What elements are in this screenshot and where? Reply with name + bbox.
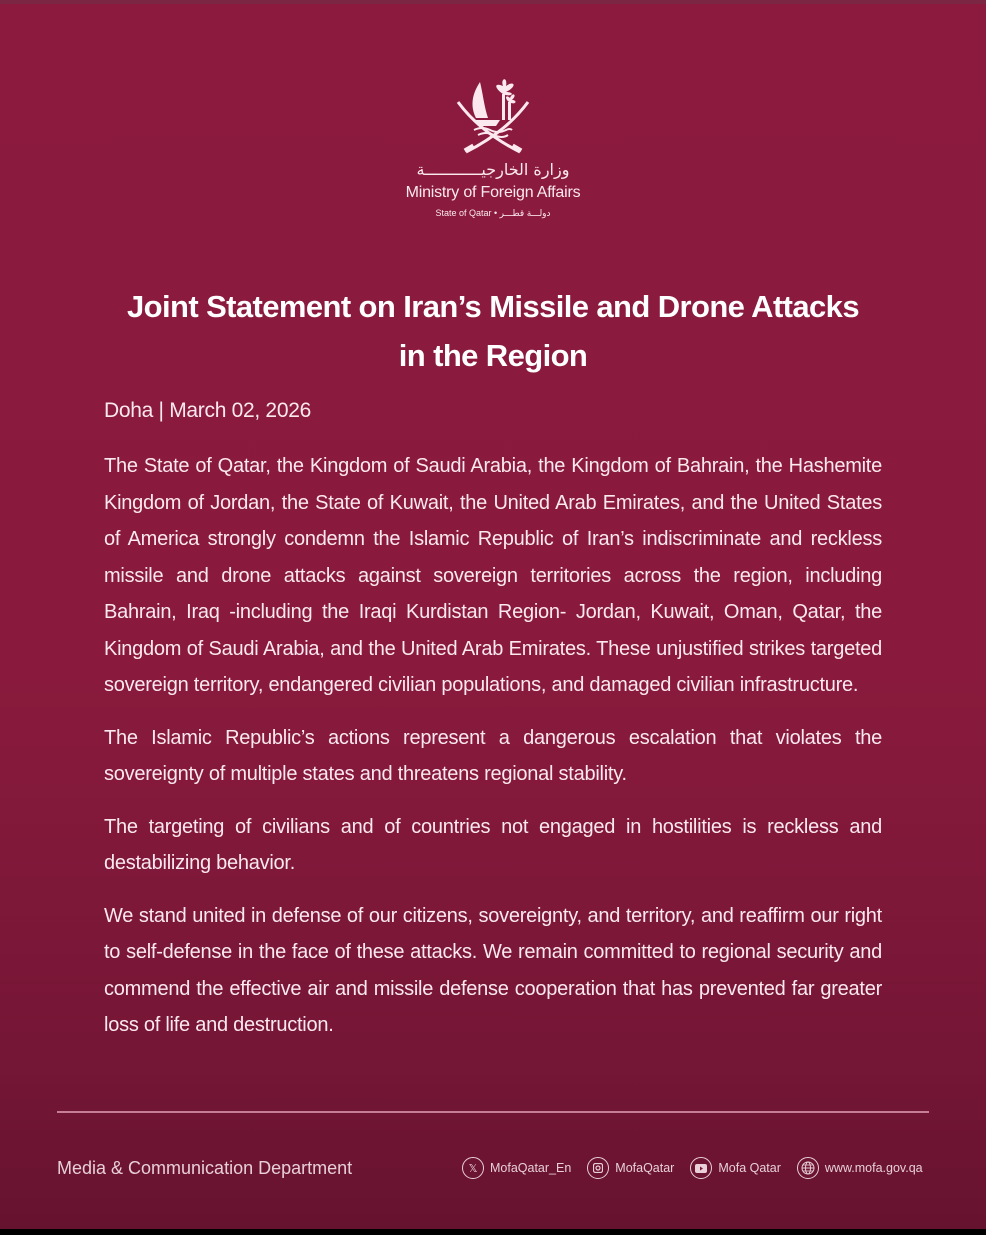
state-of-qatar-line: State of Qatar • دولـــة قطـــر bbox=[435, 208, 551, 218]
statement-title bbox=[60, 282, 926, 380]
instagram-icon bbox=[587, 1157, 609, 1179]
globe-icon bbox=[797, 1157, 819, 1179]
social-links bbox=[462, 1157, 923, 1179]
paragraph: The targeting of civilians and of countries not engaged in hostilities is reckless and destabilizing behavior. bbox=[104, 815, 882, 874]
dateline: Doha | March 02, 2026 bbox=[104, 399, 311, 422]
paragraph: We stand united in defense of our citizens, sovereignty, and territory, and reaffirm our right to self-defense in the face of these attacks. We remain committed to regional security and commend the effective air and missile defense cooperation that has prevented far greater loss of life and destruction. bbox=[104, 904, 882, 1036]
social-label: MofaQatar_En bbox=[490, 1161, 572, 1175]
department-name: Media & Communication Department bbox=[57, 1158, 353, 1178]
social-label: Mofa Qatar bbox=[718, 1161, 781, 1175]
top-edge bbox=[0, 0, 986, 4]
social-website-link[interactable] bbox=[797, 1157, 923, 1179]
statement-body bbox=[104, 448, 882, 1060]
social-x-link[interactable] bbox=[462, 1157, 571, 1179]
x-icon: 𝕏 bbox=[462, 1157, 484, 1179]
youtube-icon bbox=[690, 1157, 712, 1179]
social-instagram-link[interactable] bbox=[587, 1157, 674, 1179]
ministry-english-name: Ministry of Foreign Affairs bbox=[405, 184, 581, 201]
footer-divider bbox=[57, 1111, 929, 1113]
title-line-2: in the Region bbox=[398, 338, 588, 373]
ministry-arabic-name: وزارة الخارجيــــــــــــة bbox=[416, 160, 570, 179]
social-label: www.mofa.gov.qa bbox=[824, 1161, 923, 1175]
social-label: MofaQatar bbox=[615, 1161, 675, 1175]
paragraph: The Islamic Republic’s actions represent a dangerous escalation that violates the sovereignty of multiple states and threatens regional stability. bbox=[104, 726, 882, 785]
paragraph: The State of Qatar, the Kingdom of Saudi Arabia, the Kingdom of Bahrain, the Hashemite Kingdom of Jordan, the State of Kuwait, the United Arab Emirates, and the United States of America strongly condemn the Islamic Republic of Iran’s indiscriminate and reckless missile and drone attacks against sovereign territories across the region, including Bahrain, Iraq -including the Iraqi Kurdistan Region- Jordan, Kuwait, Oman, Qatar, the Kingdom of Saudi Arabia, and the United Arab Emirates. These unjustified strikes targeted sovereign territory, endangered civilian populations, and damaged civilian infrastructure. bbox=[104, 455, 882, 696]
social-youtube-link[interactable] bbox=[690, 1157, 781, 1179]
title-line-1: Joint Statement on Iran’s Missile and Drone Attacks bbox=[127, 289, 859, 324]
qatar-emblem-icon bbox=[450, 72, 536, 156]
